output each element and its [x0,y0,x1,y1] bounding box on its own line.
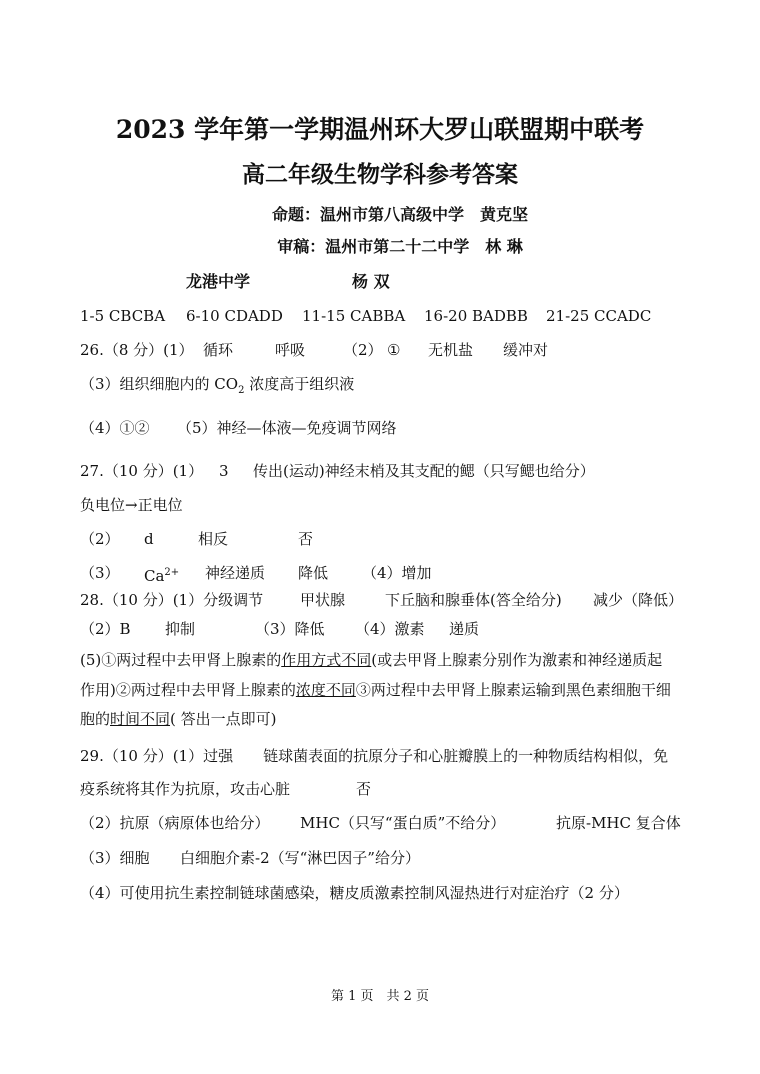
reviewer-name: 温州市第二十二中学 林 琳 [325,237,523,256]
q28-part-2: （2）B [80,620,131,638]
mc-answers-1: 1-5 CBCBA [80,307,166,325]
q26-answer-4: 无机盐 [428,341,474,359]
q27-answer-c3: 降低 [298,564,329,582]
q26-line-3 [80,374,354,401]
q28-part5-line2-underline: 浓度不同 [295,681,356,699]
reviewer2-name: 杨 双 [352,272,390,291]
q28-part5-line3 [80,709,277,729]
q26-answer-1: 循环 [203,341,234,359]
q27-line-2: 负电位→正电位 [80,496,183,514]
q27-answer-c1 [144,563,179,586]
q26-line-3-pre: （3）组织细胞内的 CO [80,375,239,393]
q28-part5-line3-a: 胞的 [80,710,111,728]
q27-answer-2: 传出(运动)神经末梢及其支配的鳃（只写鳃也给分） [253,462,595,480]
author-label: 命题： [271,205,320,224]
q26-line-5: （5）神经—体液—免疫调节网络 [177,419,397,437]
q28-part5-line1-a: (5)①两过程中去甲肾上腺素的 [80,651,282,669]
q27-answer-b2: 相反 [198,530,229,548]
q27-answer-b1: d [144,530,154,548]
q27-part-3: （3） [80,564,120,582]
q29-line-2a: 疫系统将其作为抗原，攻击心脏 [80,780,291,798]
q27-answer-c2: 神经递质 [205,564,266,582]
q27-part-2: （2） [80,530,120,548]
q29-line-3a: （2）抗原（病原体也给分） [80,814,270,832]
q29-line-5: （4）可使用抗生素控制链球菌感染，糖皮质激素控制风湿热进行对症治疗（2 分） [80,884,629,902]
q29-line-1: 29.（10 分）(1）过强 链球菌表面的抗原分子和心脏瓣膜上的一种物质结构相似，免 [80,747,669,765]
q26-answer-3: ① [387,341,401,359]
q28-answer-1: 甲状腺 [300,591,346,609]
q26-part-2: （2） [343,341,383,359]
q26-answer-2: 呼吸 [275,341,306,359]
q27-answer-c4: （4）增加 [362,564,432,582]
q26-line-4: （4）①② [80,419,150,437]
q26-line-3-sub: 2 [238,385,245,396]
q28-answer-b4: 递质 [449,620,480,638]
mc-answers-2: 6-10 CDADD [186,307,283,325]
q28-part5-line2-a: 作用)②两过程中去甲肾上腺素的 [80,681,296,699]
reviewer-line [20,236,760,258]
q27-answer-c1-base: Ca [144,567,165,585]
reviewer-label: 审稿： [277,237,326,256]
q28-part5-line3-underline: 时间不同 [110,710,171,728]
reviewer2-school: 龙港中学 [186,272,251,291]
q27-head: 27.（10 分）(1） [80,462,204,480]
author-line [20,204,760,226]
q28-answer-3: 减少（降低） [593,591,684,609]
q28-part5-line1-underline: 作用方式不同 [281,651,372,669]
q26-answer-5: 缓冲对 [503,341,549,359]
q28-head: 28.（10 分）(1）分级调节 [80,591,264,609]
document-title: 2023 学年第一学期温州环大罗山联盟期中联考 [115,115,645,144]
q28-answer-b2: （3）降低 [255,620,325,638]
q26-head: 26.（8 分）(1） [80,341,194,359]
document-subtitle: 高二年级生物学科参考答案 [242,161,518,188]
mc-answers-4: 16-20 BADBB [424,307,528,325]
q27-answer-b3: 否 [298,530,314,548]
author-name: 温州市第八高级中学 黄克坚 [320,205,529,224]
q28-answer-b1: 抑制 [165,620,196,638]
page-footer: 第 1 页 共 2 页 [330,989,430,1004]
q28-answer-b3: （4）激素 [355,620,425,638]
q29-line-4a: （3）细胞 [80,849,150,867]
q29-line-3c: 抗原-MHC 复合体 [556,814,681,832]
q28-answer-2: 下丘脑和腺垂体(答全给分) [385,591,562,609]
q27-answer-1: 3 [219,462,229,480]
q28-part5-line3-b: ( 答出一点即可) [170,710,277,728]
q29-line-2b: 否 [356,780,372,798]
q27-answer-c1-sup: 2+ [164,567,180,578]
q28-part5-line2-b: ③两过程中去甲肾上腺素运输到黑色素细胞干细 [355,681,671,699]
q29-line-3b: MHC（只写“蛋白质”不给分） [300,814,506,832]
q28-part5-line1-b: (或去甲肾上腺素分别作为激素和神经递质起 [371,651,663,669]
q26-line-3-post: 浓度高于组织液 [244,375,355,393]
q29-line-4b: 白细胞介素-2（写“淋巴因子”给分） [180,849,420,867]
mc-answers-5: 21-25 CCADC [546,307,652,325]
mc-answers-3: 11-15 CABBA [302,307,406,325]
q28-part5-line1 [80,650,662,670]
q28-part5-line2 [80,680,671,700]
